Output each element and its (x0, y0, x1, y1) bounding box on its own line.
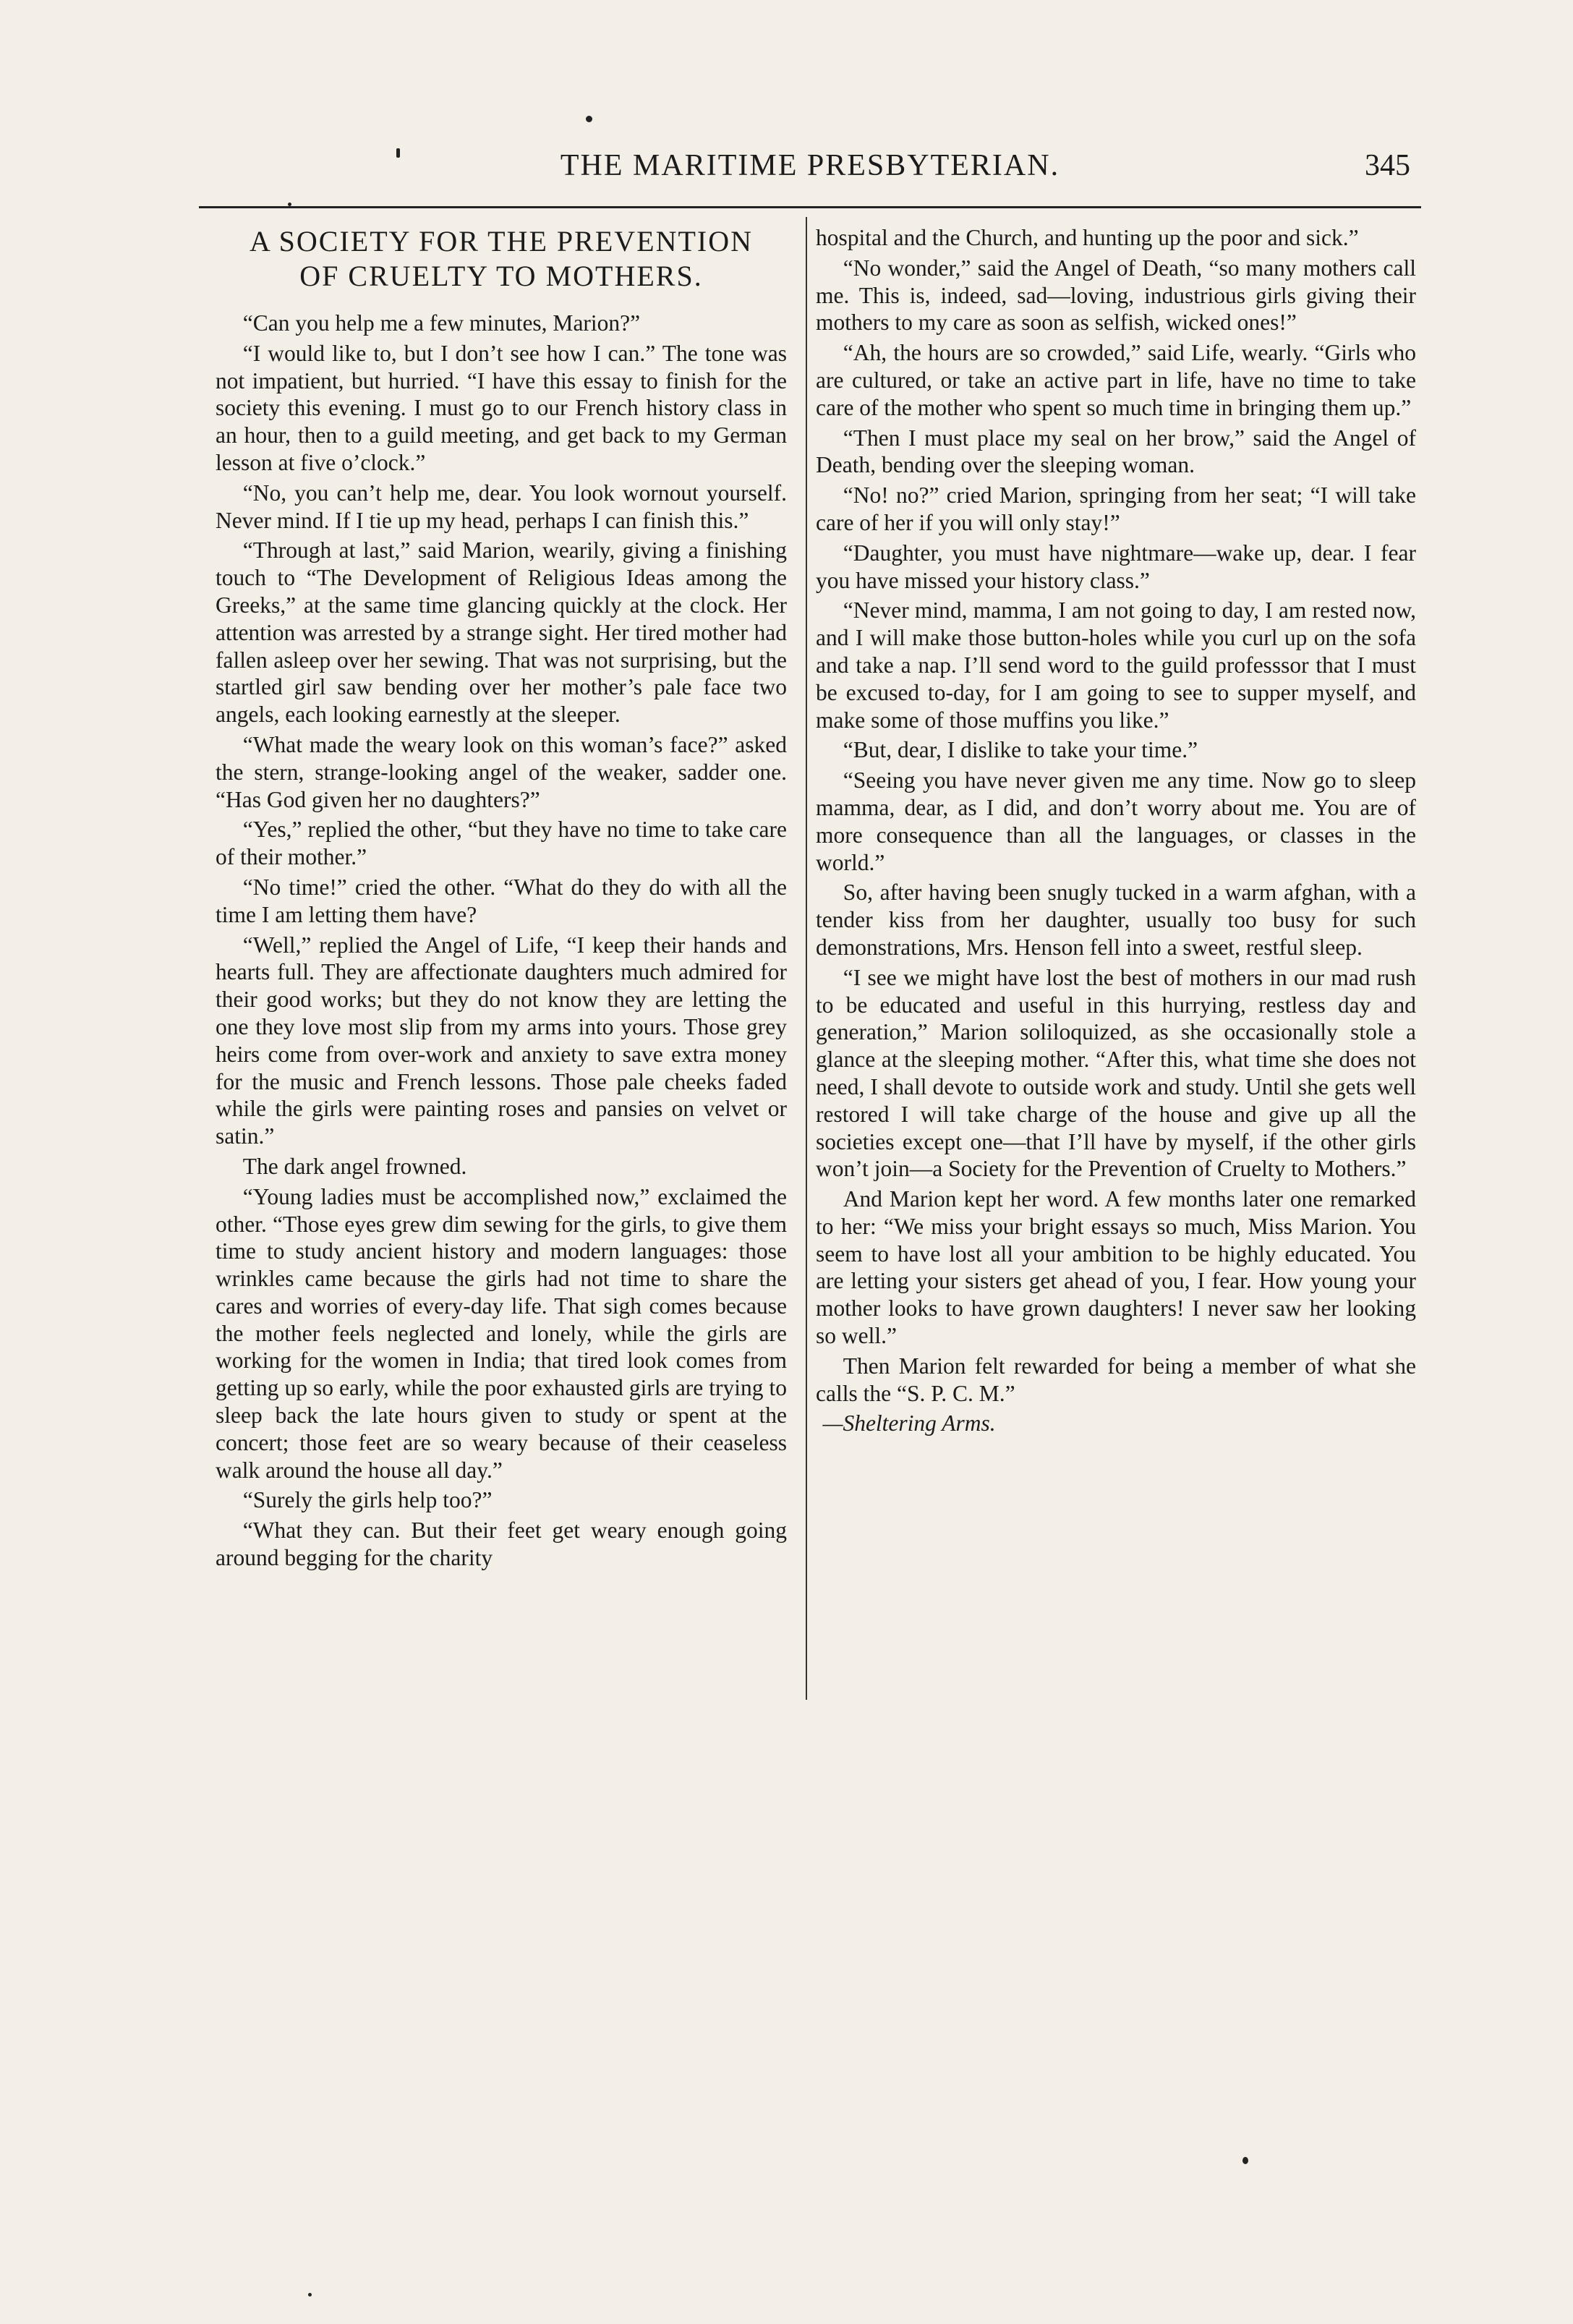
print-speck-top (586, 116, 592, 122)
paragraph: “Never mind, mamma, I am not going to day, I am rested now, and I will make those button-holes while you curl up on the sofa and take a nap. I’ll send word to the guild professsor that I must be excused to-day, for I am going to see to supper myself, and make some of those muffins you like.” (816, 597, 1416, 733)
paragraph: “No time!” cried the other. “What do they do with all the time I am letting them have? (216, 874, 787, 927)
column-divider (806, 217, 807, 1700)
publication-title: THE MARITIME PRESBYTERIAN. (560, 149, 1060, 182)
left-paragraphs (216, 310, 787, 1572)
paragraph: “No! no?” cried Marion, springing from her seat; “I will take care of her if you will only stay!” (816, 482, 1416, 535)
page-header (210, 148, 1410, 199)
paragraph: “No, you can’t help me, dear. You look wornout yourself. Never mind. If I tie up my head, perhaps I can finish this.” (216, 480, 787, 533)
paragraph: “But, dear, I dislike to take your time.” (843, 737, 1198, 763)
paragraph: “Young ladies must be accomplished now,” exclaimed the other. “Those eyes grew dim sewing for the girls, to give them time to study ancient history and modern languages: those wrinkles came because the girls had not time to share the cares and worries of every-day life. That sigh comes because the mother feels neglected and lonely, while the girls are working for the women in India; that tired look comes from getting up so early, while the poor exhausted girls are trying to sleep back the late hours given to study or spent at the concert; those feet are so weary because of their ceaseless walk around the house all day.” (216, 1183, 787, 1483)
left-column (216, 224, 787, 1575)
paragraph: “Daughter, you must have nightmare—wake up, dear. I fear you have missed your history class.” (816, 540, 1416, 593)
paragraph: “Well,” replied the Angel of Life, “I keep their hands and hearts full. They are affectionate daughters much admired for their good works; but they do not know they are letting the one they love most slip from my arms into yours. Those grey heirs come from over-work and anxiety to save extra money for the music and French lessons. Those pale cheeks faded while the girls were painting roses and pansies on velvet or satin.” (216, 932, 787, 1149)
paragraph: hospital and the Church, and hunting up the poor and sick.” (816, 225, 1359, 250)
paragraph: “I see we might have lost the best of mothers in our mad rush to be educated and useful in this hurrying, restless day and generation,” Marion soliloquized, as she occasionally stole a glance at the sleeping mother. “After this, what time she does not need, I shall devote to outside work and study. Until she gets well restored I will take charge of the house and give up all the societies except one—that I’ll have by myself, if the other girls won’t join—a Society for the Prevention of Cruelty to Mothers.” (816, 964, 1416, 1182)
right-paragraphs (816, 224, 1416, 1407)
right-column (816, 224, 1416, 1440)
article-title-line-2: OF CRUELTY TO MOTHERS. (299, 260, 703, 292)
article-title (216, 224, 787, 294)
paragraph: “Through at last,” said Marion, wearily, giving a finishing touch to “The Development of Religious Ideas among the Greeks,” at the same time glancing quickly at the clock. Her attention was arrested by a strange sight. Her tired mother had fallen asleep over her sewing. That was not surprising, but the startled girl saw bending over her mother’s pale face two angels, each looking earnestly at the sleeper. (216, 537, 787, 728)
page-number: 345 (1365, 149, 1410, 182)
paragraph: “Can you help me a few minutes, Marion?” (242, 310, 641, 336)
paragraph: “Surely the girls help too?” (242, 1487, 493, 1513)
paragraph: “What made the weary look on this woman’s face?” asked the stern, strange-looking angel of the weaker, sadder one. “Has God given her no daughters?” (216, 731, 787, 812)
paragraph: Then Marion felt rewarded for being a member of what she calls the “S. P. C. M.” (816, 1353, 1416, 1406)
paragraph: “I would like to, but I don’t see how I can.” The tone was not impatient, but hurried. “I have this essay to finish for the society this evening. I must go to our French history class in an hour, then to a guild meeting, and get back to my German lesson at five o’clock.” (216, 340, 787, 475)
print-speck-bottom (1242, 2157, 1248, 2164)
paragraph: So, after having been snugly tucked in a warm afghan, with a tender kiss from her daughter, usually too busy for such demonstrations, Mrs. Henson fell into a sweet, restful sleep. (816, 880, 1416, 960)
header-rule (199, 206, 1421, 208)
paragraph: “Ah, the hours are so crowded,” said Life, wearly. “Girls who are cultured, or take an active part in life, have no time to take care of the mother who spent so much time in bringing them up.” (816, 340, 1416, 420)
paragraph: “What they can. But their feet get weary enough going around begging for the charity (216, 1518, 787, 1571)
paragraph: The dark angel frowned. (242, 1153, 467, 1179)
paragraph: “Seeing you have never given me any time. Now go to sleep mamma, dear, as I did, and don’t worry about me. You are of more consequence than all the languages, or classes in the world.” (816, 767, 1416, 875)
paragraph: “Then I must place my seal on her brow,” said the Angel of Death, bending over the sleeping woman. (816, 425, 1416, 478)
paragraph: “Yes,” replied the other, “but they have no time to take care of their mother.” (216, 817, 787, 870)
article-credit: —Sheltering Arms. (822, 1410, 996, 1436)
article-title-line-1: A SOCIETY FOR THE PREVENTION (249, 225, 754, 257)
paragraph: And Marion kept her word. A few months later one remarked to her: “We miss your bright essays so much, Miss Marion. You seem to have lost all your ambition to be highly educated. You are letting your sisters get ahead of you, I fear. How young your mother looks to have grown daughters! I never saw her looking so well.” (816, 1186, 1416, 1349)
print-speck-low (308, 2293, 312, 2297)
paragraph: “No wonder,” said the Angel of Death, “so many mothers call me. This is, indeed, sad—loving, industrious girls giving their mothers to my care as soon as selfish, wicked ones!” (816, 255, 1416, 336)
